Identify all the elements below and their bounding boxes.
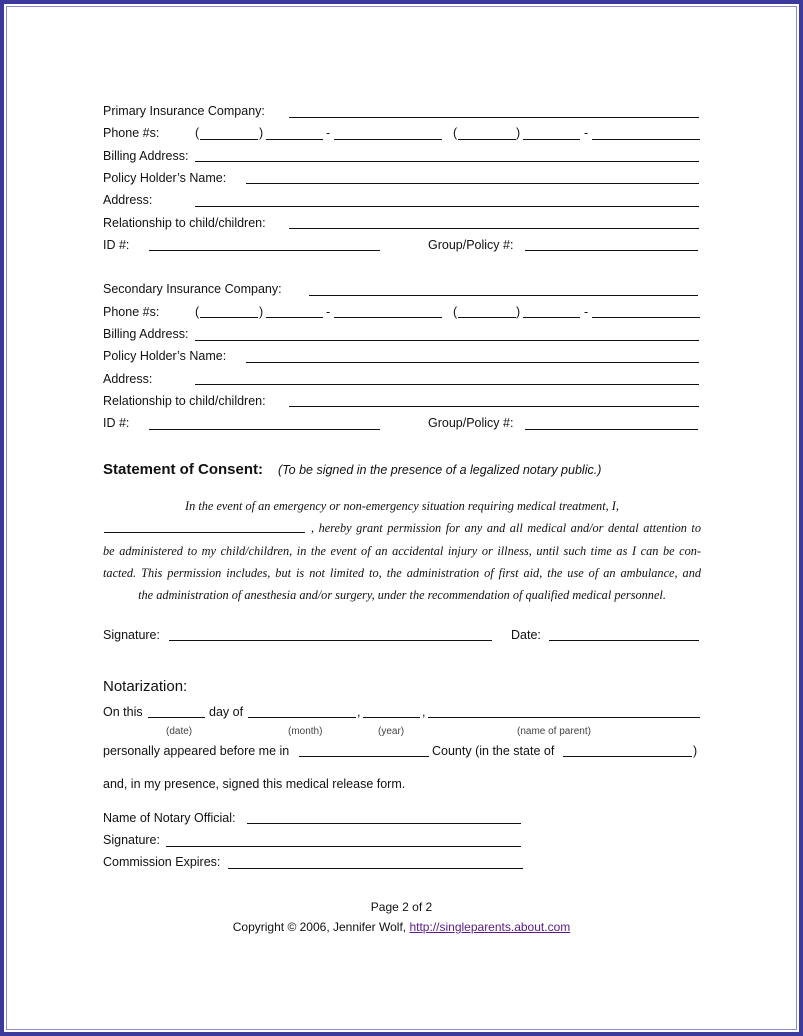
phone-dash: - (584, 305, 589, 319)
notary-signature-label: Signature: (103, 833, 160, 847)
primary-id-field[interactable] (149, 250, 380, 251)
secondary-group-field[interactable] (525, 429, 698, 430)
secondary-company-label: Secondary Insurance Company: (103, 282, 282, 296)
secondary-phone1-number-field[interactable] (334, 317, 442, 318)
phone-open-paren: ( (453, 126, 458, 140)
consent-date-label: Date: (511, 628, 541, 642)
primary-billing-field[interactable] (195, 161, 699, 162)
primary-address-field[interactable] (195, 206, 699, 207)
consent-paragraph (103, 495, 701, 606)
primary-company-label: Primary Insurance Company: (103, 104, 265, 118)
commission-expires-field[interactable] (228, 868, 523, 869)
primary-billing-label: Billing Address: (103, 149, 189, 163)
phone-close-paren: ) (259, 305, 264, 319)
website-link[interactable]: http://singleparents.about.com (409, 920, 571, 934)
consent-line-5: the administration of anesthesia and/or surgery, under the recommendation of qualified medical personnel. (138, 588, 666, 603)
secondary-group-label: Group/Policy #: (428, 416, 514, 430)
primary-phone1-number-field[interactable] (334, 139, 442, 140)
state-field[interactable] (563, 756, 692, 757)
secondary-billing-field[interactable] (195, 340, 699, 341)
secondary-id-field[interactable] (149, 429, 380, 430)
consent-line-2: , hereby grant permission for any and all medical and/or dental attention to (311, 521, 701, 536)
secondary-phone1-prefix-field[interactable] (266, 317, 323, 318)
primary-holder-field[interactable] (246, 183, 699, 184)
consent-heading: Statement of Consent: (103, 461, 264, 478)
primary-relationship-label: Relationship to child/children: (103, 216, 266, 230)
secondary-relationship-label: Relationship to child/children: (103, 394, 266, 408)
consent-line-1: In the event of an emergency or non-emergency situation requiring medical treatment, I, (185, 499, 619, 513)
on-this-label: On this (103, 705, 143, 719)
primary-relationship-field[interactable] (289, 228, 699, 229)
month-hint: (month) (288, 726, 323, 737)
signed-statement: and, in my presence, signed this medical release form. (103, 777, 406, 791)
primary-phone-label: Phone #s: (103, 126, 160, 140)
county-field[interactable] (299, 756, 429, 757)
page-number: Page 2 of 2 (370, 900, 433, 914)
secondary-holder-field[interactable] (246, 362, 699, 363)
primary-phone1-prefix-field[interactable] (266, 139, 323, 140)
primary-company-field[interactable] (289, 117, 699, 118)
notary-signature-field[interactable] (166, 846, 521, 847)
secondary-phone2-area-field[interactable] (458, 317, 516, 318)
secondary-id-label: ID #: (103, 416, 130, 430)
phone-open-paren: ( (453, 305, 458, 319)
notary-official-field[interactable] (247, 823, 521, 824)
copyright-text: Copyright © 2006, Jennifer Wolf, (232, 920, 407, 934)
primary-phone1-area-field[interactable] (200, 139, 258, 140)
primary-phone2-number-field[interactable] (592, 139, 700, 140)
close-paren: ) (693, 744, 698, 758)
appeared-label: personally appeared before me in (103, 744, 290, 758)
county-label: County (in the state of (432, 744, 555, 758)
primary-address-label: Address: (103, 193, 153, 207)
phone-dash: - (326, 305, 331, 319)
copyright-line (0, 920, 803, 934)
commission-expires-label: Commission Expires: (103, 855, 221, 869)
notary-parent-name-field[interactable] (428, 717, 700, 718)
phone-open-paren: ( (195, 305, 200, 319)
secondary-phone1-area-field[interactable] (200, 317, 258, 318)
phone-dash: - (584, 126, 589, 140)
consent-line-4: tacted. This permission includes, but is not limited to, the administration of first aid, the use of an ambulance, and (103, 565, 701, 580)
notary-official-label: Name of Notary Official: (103, 811, 236, 825)
primary-phone2-prefix-field[interactable] (523, 139, 580, 140)
secondary-address-field[interactable] (195, 384, 699, 385)
primary-phone2-area-field[interactable] (458, 139, 516, 140)
secondary-address-label: Address: (103, 372, 153, 386)
consent-signature-field[interactable] (169, 640, 492, 641)
secondary-phone2-prefix-field[interactable] (523, 317, 580, 318)
date-hint: (date) (166, 726, 193, 737)
primary-holder-label: Policy Holder’s Name: (103, 171, 227, 185)
phone-close-paren: ) (516, 126, 521, 140)
secondary-holder-label: Policy Holder’s Name: (103, 349, 227, 363)
phone-dash: - (326, 126, 331, 140)
consent-line-3: be administered to my child/children, in the event of an accidental injury or illness, until such time as I can be con- (103, 543, 701, 558)
comma-1: , (357, 705, 361, 719)
secondary-company-field[interactable] (309, 295, 698, 296)
year-hint: (year) (378, 726, 405, 737)
primary-id-label: ID #: (103, 238, 130, 252)
secondary-phone2-number-field[interactable] (592, 317, 700, 318)
phone-close-paren: ) (259, 126, 264, 140)
primary-group-field[interactable] (525, 250, 698, 251)
phone-close-paren: ) (516, 305, 521, 319)
consent-signature-label: Signature: (103, 628, 160, 642)
comma-2: , (422, 705, 426, 719)
consent-note: (To be signed in the presence of a legalized notary public.) (278, 463, 602, 477)
secondary-billing-label: Billing Address: (103, 327, 189, 341)
primary-group-label: Group/Policy #: (428, 238, 514, 252)
notary-year-field[interactable] (363, 717, 420, 718)
notarization-heading: Notarization: (103, 678, 188, 695)
secondary-phone-label: Phone #s: (103, 305, 160, 319)
consent-date-field[interactable] (549, 640, 699, 641)
notary-date-field[interactable] (148, 717, 205, 718)
notary-month-field[interactable] (248, 717, 356, 718)
day-of-label: day of (209, 705, 244, 719)
phone-open-paren: ( (195, 126, 200, 140)
parent-name-field[interactable] (104, 532, 305, 533)
secondary-relationship-field[interactable] (289, 406, 699, 407)
parent-hint: (name of parent) (517, 726, 591, 737)
